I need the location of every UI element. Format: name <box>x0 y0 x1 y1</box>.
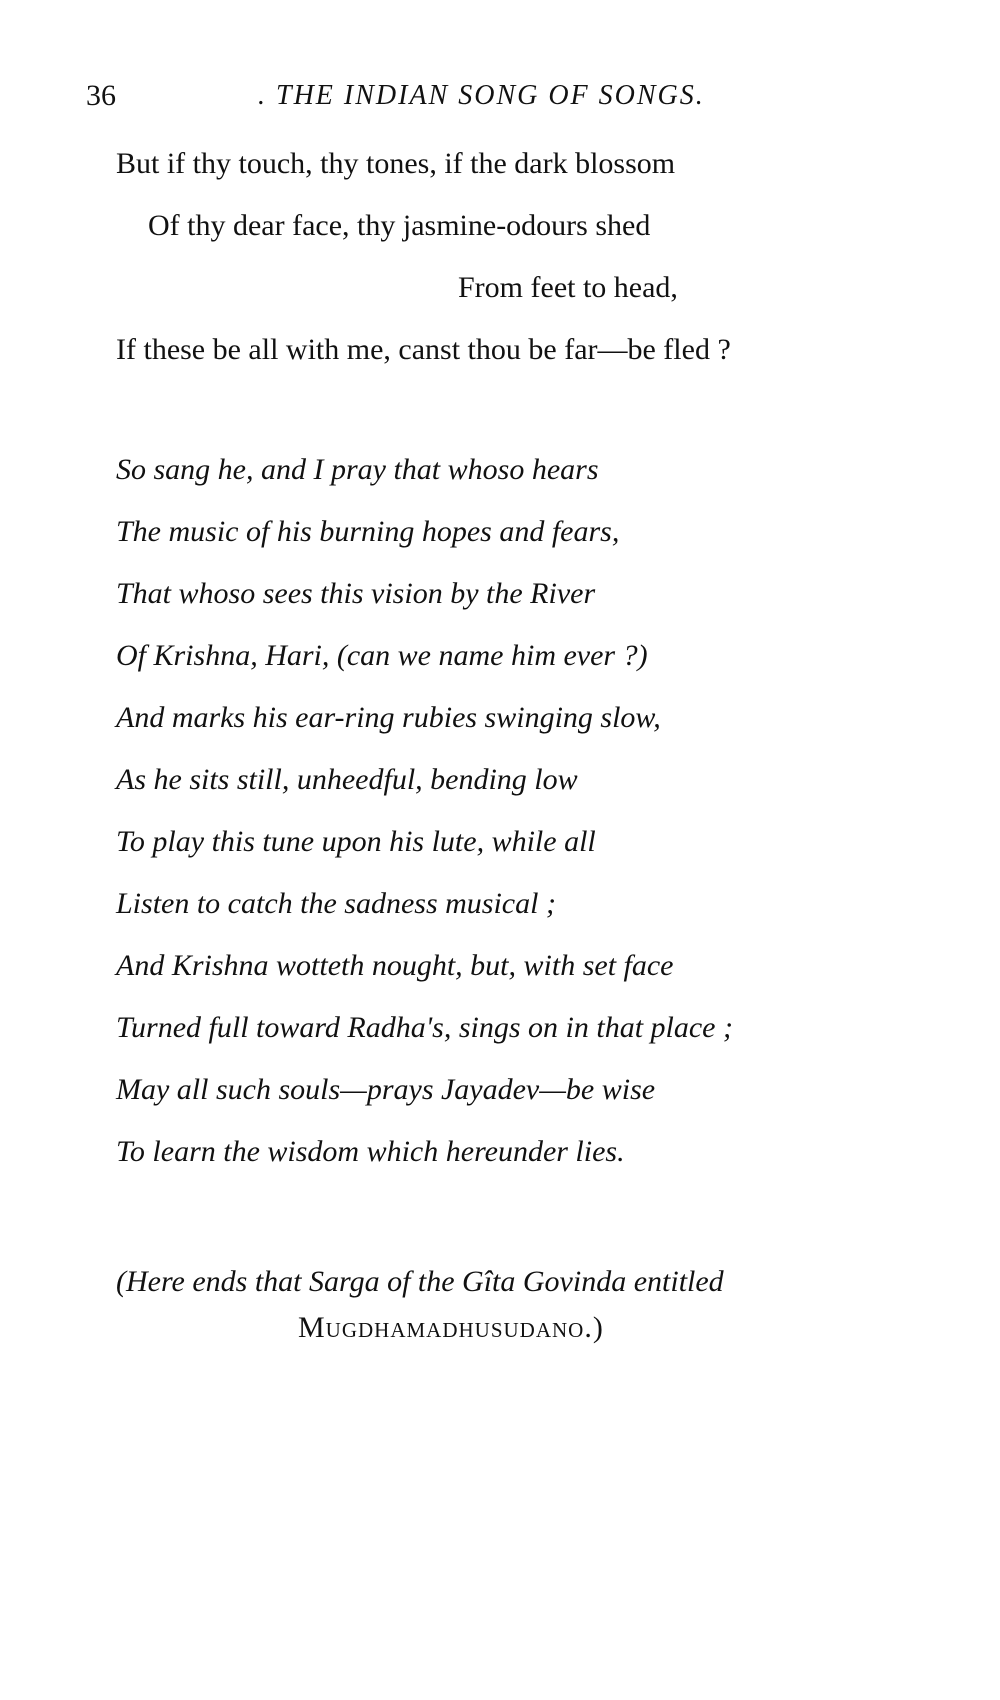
page-number: 36 <box>86 79 116 112</box>
verse-line: That whoso sees this vision by the River <box>116 577 596 610</box>
verse-line: To learn the wisdom which hereunder lies. <box>116 1135 625 1168</box>
colophon-line-two: Mugdhamadhusudano.) <box>298 1311 604 1344</box>
colophon-line-one: (Here ends that Sarga of the Gîta Govinda entitled <box>116 1265 724 1298</box>
verse-line: But if thy touch, thy tones, if the dark blossom <box>116 147 676 180</box>
verse-line: From feet to head, <box>458 271 678 304</box>
verse-line: As he sits still, unheedful, bending low <box>116 763 578 796</box>
verse-line: Of thy dear face, thy jasmine-odours shed <box>148 209 651 242</box>
verse-line: And marks his ear-ring rubies swinging slow, <box>116 701 661 734</box>
verse-line: And Krishna wotteth nought, but, with set face <box>116 949 674 982</box>
verse-line: If these be all with me, canst thou be far—be fled ? <box>116 333 731 366</box>
verse-line: To play this tune upon his lute, while all <box>116 825 596 858</box>
running-head: . THE INDIAN SONG OF SONGS. <box>258 80 705 111</box>
verse-line: So sang he, and I pray that whoso hears <box>116 453 599 486</box>
verse-line: May all such souls—prays Jayadev—be wise <box>116 1073 656 1106</box>
verse-line: Listen to catch the sadness musical ; <box>116 887 556 920</box>
verse-line: Turned full toward Radha's, sings on in that place ; <box>116 1011 733 1044</box>
verse-line: The music of his burning hopes and fears, <box>116 515 620 548</box>
verse-line: Of Krishna, Hari, (can we name him ever ?) <box>116 639 648 672</box>
